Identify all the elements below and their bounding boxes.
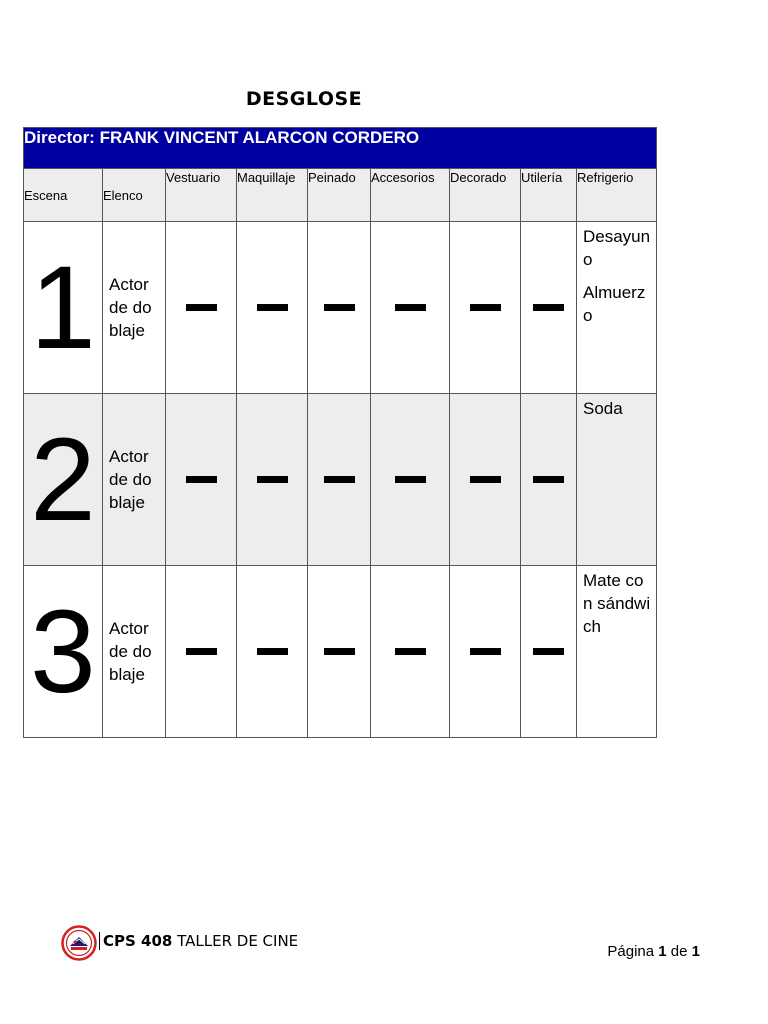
empty-dash-icon (395, 648, 426, 655)
snack-item: Soda (583, 399, 623, 418)
breakdown-table (23, 127, 657, 738)
empty-dash-icon (186, 476, 217, 483)
maquillaje-cell (237, 222, 308, 394)
refrigerio-cell (577, 394, 657, 566)
header-utileria: Utilería (521, 169, 577, 222)
snack-item: Desayuno (583, 227, 651, 269)
empty-dash-icon (533, 304, 564, 311)
page-title: DESGLOSE (245, 88, 363, 110)
peinado-cell (308, 394, 371, 566)
cast-cell: Actor de doblaje (103, 394, 166, 566)
peinado-cell (308, 566, 371, 738)
table-row (24, 394, 657, 566)
empty-dash-icon (324, 304, 355, 311)
vestuario-cell (166, 566, 237, 738)
accesorios-cell (371, 566, 450, 738)
scene-number: 2 (24, 394, 103, 566)
course-label (99, 932, 298, 950)
empty-dash-icon (257, 304, 288, 311)
header-refrigerio: Refrigerio (577, 169, 657, 222)
table-row (24, 566, 657, 738)
course-code: CPS 408 (103, 932, 173, 950)
peinado-cell (308, 222, 371, 394)
utileria-cell (521, 222, 577, 394)
decorado-cell (450, 222, 521, 394)
scene-number: 1 (24, 222, 103, 394)
maquillaje-cell (237, 394, 308, 566)
empty-dash-icon (533, 648, 564, 655)
vestuario-cell (166, 394, 237, 566)
director-banner: Director: FRANK VINCENT ALARCON CORDERO (24, 128, 657, 169)
refrigerio-cell (577, 222, 657, 394)
refrigerio-cell (577, 566, 657, 738)
vestuario-cell (166, 222, 237, 394)
page-of: de (670, 943, 688, 960)
empty-dash-icon (395, 476, 426, 483)
header-elenco: Elenco (103, 169, 166, 222)
empty-dash-icon (257, 648, 288, 655)
cast-cell: Actor de doblaje (103, 566, 166, 738)
page-current: 1 (658, 943, 667, 960)
page-total: 1 (691, 943, 700, 960)
empty-dash-icon (186, 304, 217, 311)
page-word: Página (607, 943, 655, 960)
decorado-cell (450, 394, 521, 566)
empty-dash-icon (470, 476, 501, 483)
empty-dash-icon (257, 476, 288, 483)
maquillaje-cell (237, 566, 308, 738)
empty-dash-icon (470, 648, 501, 655)
header-escena: Escena (24, 169, 103, 222)
header-maquillaje: Maquillaje (237, 169, 308, 222)
empty-dash-icon (533, 476, 564, 483)
snack-item: Mate con sándwich (583, 571, 651, 636)
scene-number: 3 (24, 566, 103, 738)
course-name: TALLER DE CINE (177, 932, 299, 950)
header-peinado: Peinado (308, 169, 371, 222)
empty-dash-icon (324, 648, 355, 655)
decorado-cell (450, 566, 521, 738)
page-indicator (607, 943, 700, 960)
utileria-cell (521, 566, 577, 738)
empty-dash-icon (324, 476, 355, 483)
school-crest-icon (61, 925, 97, 961)
table-header-row (24, 169, 657, 222)
header-decorado: Decorado (450, 169, 521, 222)
accesorios-cell (371, 394, 450, 566)
accesorios-cell (371, 222, 450, 394)
empty-dash-icon (186, 648, 217, 655)
header-vestuario: Vestuario (166, 169, 237, 222)
table-row (24, 222, 657, 394)
snack-item: Almuerzo (583, 283, 646, 325)
utileria-cell (521, 394, 577, 566)
cast-cell: Actor de doblaje (103, 222, 166, 394)
empty-dash-icon (395, 304, 426, 311)
empty-dash-icon (470, 304, 501, 311)
header-accesorios: Accesorios (371, 169, 450, 222)
